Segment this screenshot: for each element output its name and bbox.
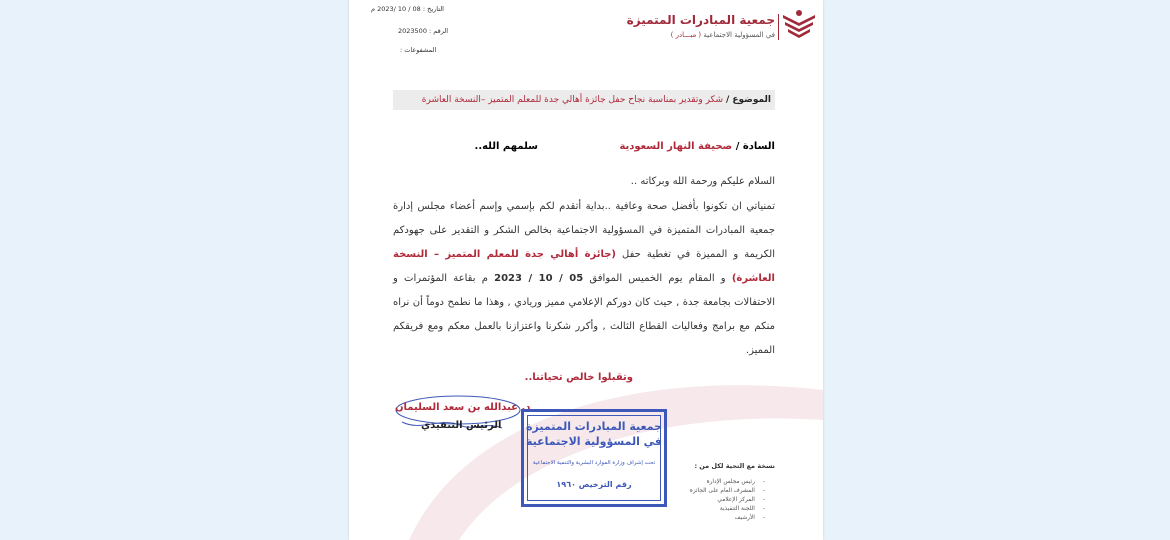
- org-short-name: ( مبـــادر ): [670, 31, 702, 39]
- addressee-name: صحيفة النهار السعودية: [619, 141, 733, 152]
- stamp-line-2: في المسؤولية الاجتماعية: [525, 435, 663, 448]
- letter-page: [349, 0, 823, 540]
- closing-line: وتقبلوا خالص تحياتنا..: [524, 372, 633, 383]
- subject-line: [393, 90, 775, 110]
- salutation: السلام عليكم ورحمة الله وبركاته ..: [630, 176, 775, 187]
- letter-date: التاريخ : 08 / 10 /2023 م: [371, 5, 444, 13]
- body-paragraph-2b: م بقاعة المؤتمرات و الاحتفالات بجامعة جدة , حيث كان دوركم الإعلامي مميز وريادي , وهذا ما نطمح دوماً أن نراه منكم مع برامج وفعاليات القطاع الثالث , وأكرر شكرنا واعتزازنا بالعمل معكم ومع فريقكم المميز.: [393, 273, 775, 356]
- org-name: جمعية المبادرات المتميزة: [626, 13, 775, 27]
- stamp-license: رقم الترخيص ١٩٦٠: [556, 480, 632, 489]
- reference-number: الرقم : 2023500: [398, 27, 449, 35]
- official-stamp: [521, 409, 667, 507]
- award-name: (جائزة أهالي جدة للمعلم المتميز – النسخة العاشرة): [393, 249, 775, 284]
- letter-body: [393, 195, 775, 363]
- addressee-line: [619, 141, 775, 152]
- event-date: 05 / 10 / 2023: [494, 273, 584, 284]
- addressee-label: السادة /: [735, 141, 775, 152]
- cc-item: - المشرف العام على الجائزة: [690, 487, 765, 496]
- signatory-name: د. عبدالله بن سعد السليمان: [395, 402, 531, 413]
- body-paragraph-1: تمنياتي ان تكونوا بأفضل صحة وعافية ..بداية أتقدم لكم بإسمي وإسم أعضاء مجلس إدارة جمعية المبادرات المتميزة في المسؤولية الاجتماعية بخالص الشكر و التقدير على جهودكم الكريمة و المميزة في تغطية حفل: [393, 201, 775, 260]
- stamp-line-1: جمعية المبادرات المتميزة: [526, 420, 662, 433]
- cc-item: - اللجنة التنفيذية: [690, 505, 765, 514]
- addressee-greeting: سلمهم الله..: [474, 141, 538, 152]
- org-subtitle-text: في المسؤولية الاجتماعية: [703, 31, 775, 39]
- cc-item: - الأرشيف: [690, 514, 765, 523]
- cc-list: [690, 478, 765, 523]
- cc-item: - رئيس مجلس الإدارة: [690, 478, 765, 487]
- body-paragraph-2a: و المقام يوم الخميس الموافق: [589, 273, 726, 284]
- cc-heading: نسخة مع التحية لكل من :: [694, 462, 775, 470]
- logo-divider: [778, 14, 779, 40]
- attachments-label: المشفوعات :: [400, 46, 437, 54]
- signatory-title: الرئيس التنفيذي: [421, 420, 502, 431]
- stamp-line-3: تحت إشراف وزارة الموارد البشرية والتنمية الاجتماعية: [532, 460, 656, 466]
- org-subtitle: [671, 31, 775, 39]
- cc-item: - المركز الإعلامي: [690, 496, 765, 505]
- subject-text: شكر وتقدير بمناسبة نجاح حفل جائزة أهالي جدة للمعلم المتميز –النسخة العاشرة: [421, 95, 724, 105]
- org-logo-icon: [781, 9, 817, 43]
- subject-label: الموضوع /: [725, 95, 771, 105]
